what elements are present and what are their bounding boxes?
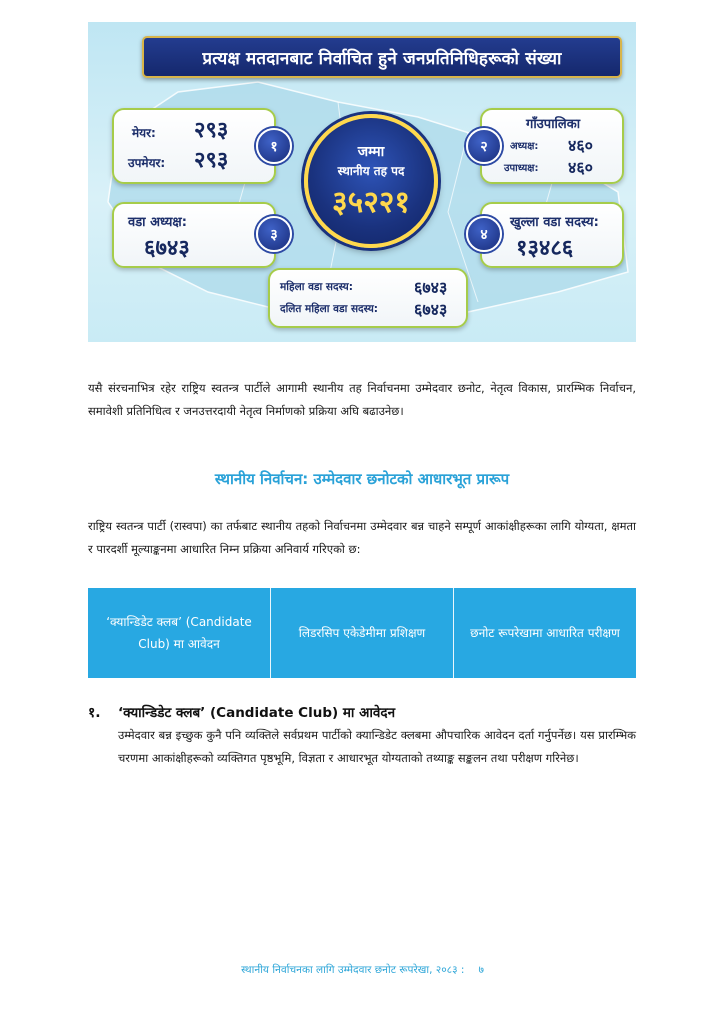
open-ward-member-value: १३४८६ bbox=[516, 236, 574, 261]
intro-paragraph: यसै संरचनाभित्र रहेर राष्ट्रिय स्वतन्त्र पार्टीले आगामी स्थानीय तह निर्वाचनमा उम्मेदवार छनोट, नेतृत्व विकास, प्रारम्भिक निर्वाचन, समावेशी प्रतिनिधित्व र जनउत्तरदायी नेतृत्व निर्माणको प्रक्रिया अघि बढाउनेछ। bbox=[88, 381, 636, 418]
banner-title bbox=[142, 36, 622, 78]
mayor-card bbox=[112, 108, 276, 184]
rural-municipality-heading: गाँउपालिका bbox=[526, 117, 581, 132]
page-number: ७ bbox=[478, 964, 484, 976]
hub-line-1: जम्मा bbox=[357, 144, 385, 160]
banner-title-text: प्रत्यक्ष मतदानबाट निर्वाचित हुने जनप्रतिनिधिहरूको संख्या bbox=[202, 48, 562, 69]
item-title: ‘क्यान्डिडेट क्लब’ (Candidate Club) मा आवेदन bbox=[118, 705, 396, 721]
deputy-mayor-value: २९३ bbox=[194, 148, 229, 173]
hub-total: ३५२२१ bbox=[332, 185, 410, 220]
vice-chair-label: उपाध्यक्ष: bbox=[504, 163, 539, 174]
mayor-value: २९३ bbox=[194, 118, 229, 143]
step-selection-test: छनोट रूपरेखामा आधारित परीक्षण bbox=[453, 588, 636, 678]
ward-chair-label: वडा अध्यक्ष: bbox=[128, 215, 187, 230]
dalit-women-ward-member-label: दलित महिला वडा सदस्य: bbox=[280, 303, 378, 315]
vice-chair-value: ४६० bbox=[568, 158, 593, 177]
deputy-mayor-label: उपमेयर: bbox=[128, 156, 166, 170]
open-ward-member-label: खुल्ला वडा सदस्य: bbox=[510, 215, 599, 230]
women-ward-member-value: ६७४३ bbox=[414, 278, 448, 297]
process-steps bbox=[88, 588, 636, 678]
total-positions-hub bbox=[304, 114, 438, 248]
number-badge-3: ३ bbox=[256, 216, 292, 252]
women-ward-member-card bbox=[268, 268, 468, 328]
section-paragraph: राष्ट्रिय स्वतन्त्र पार्टी (रास्वपा) का तर्फबाट स्थानीय तहको निर्वाचनमा उम्मेदवार बन्न चाहने सम्पूर्ण आकांक्षीहरूका लागि योग्यता, क्षमता र पारदर्शी मूल्याङ्कनमा आधारित निम्न प्रक्रिया अनिवार्य गरिएको छ: bbox=[88, 519, 636, 556]
number-badge-1: १ bbox=[256, 128, 292, 164]
number-badge-4: ४ bbox=[466, 216, 502, 252]
ward-chair-value: ६७४३ bbox=[144, 236, 190, 261]
item-body: उम्मेदवार बन्न इच्छुक कुनै पनि व्यक्तिले सर्वप्रथम पार्टीको क्यान्डिडेट क्लबमा औपचारिक आवेदन दर्ता गर्नुपर्नेछ। यस प्रारम्भिक चरणमा आकांक्षीहरूको व्यक्तिगत पृष्ठभूमि, विज्ञता र आधारभूत योग्यताको तथ्याङ्क सङ्कलन तथा परीक्षण गरिनेछ। bbox=[118, 728, 636, 765]
chair-label: अध्यक्ष: bbox=[510, 141, 539, 152]
step-leadership-academy: लिडरसिप एकेडेमीमा प्रशिक्षण bbox=[270, 588, 453, 678]
item-number: १. bbox=[88, 705, 101, 721]
footer-text: स्थानीय निर्वाचनका लागि उम्मेदवार छनोट रूपरेखा, २०८३ : bbox=[241, 964, 465, 976]
number-badge-2: २ bbox=[466, 128, 502, 164]
ward-chair-card bbox=[112, 202, 276, 268]
step-candidate-club: ‘क्यान्डिडेट क्लब’ (Candidate Club) मा आवेदन bbox=[106, 615, 252, 651]
mayor-label: मेयर: bbox=[132, 126, 156, 140]
chair-value: ४६० bbox=[568, 136, 593, 155]
dalit-women-ward-member-value: ६७४३ bbox=[414, 300, 448, 319]
women-ward-member-label: महिला वडा सदस्य: bbox=[280, 281, 353, 293]
page-footer bbox=[0, 963, 725, 977]
hub-line-2: स्थानीय तह पद bbox=[337, 164, 405, 178]
section-heading: स्थानीय निर्वाचन: उम्मेदवार छनोटको आधारभूत प्रारूप bbox=[214, 470, 510, 488]
infographic-banner bbox=[88, 22, 636, 342]
